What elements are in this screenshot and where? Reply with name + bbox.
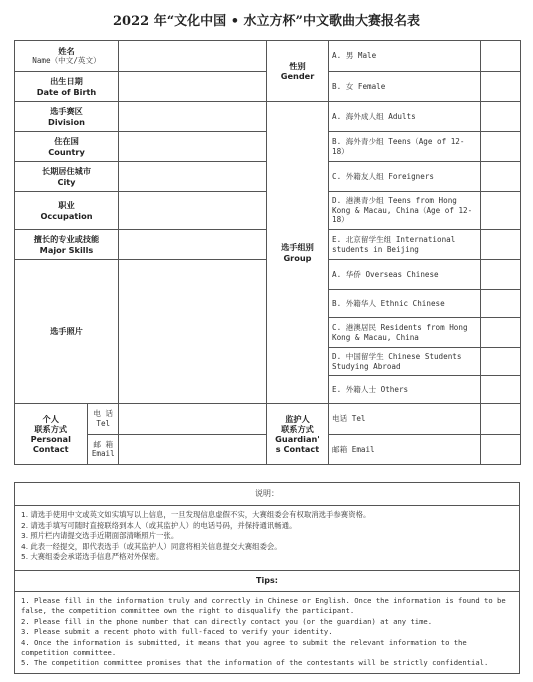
- tip-line: 3. Please submit a recent photo with full-faced to verify your identity.: [21, 627, 333, 637]
- tip-line: 1. Please fill in the information truly and correctly in Chinese or English. Once the information is found to be: [21, 596, 506, 605]
- group2-check-others[interactable]: [481, 376, 521, 404]
- note-item: 2. 请选手填写可随时直接联络到本人（或其监护人）的电话号码，并保持通讯畅通。: [21, 520, 297, 530]
- division-label: 选手赛区 Division: [15, 102, 119, 132]
- group-check-teens[interactable]: [481, 132, 521, 162]
- tip-line: competition committee.: [21, 648, 117, 658]
- dob-label: 出生日期 Date of Birth: [15, 72, 119, 102]
- group-label: 选手组别 Group: [267, 102, 329, 404]
- notes-body: [15, 506, 519, 571]
- group2-option-students-abroad[interactable]: D. 中国留学生 Chinese Students Studying Abroad: [329, 348, 481, 376]
- form-title: 2022 年“文化中国 • 水立方杯”中文歌曲大赛报名表: [112, 14, 421, 29]
- tip-line: false, the competition committee own the right to disqualify the participant.: [21, 606, 355, 616]
- gender-check-female[interactable]: [481, 72, 521, 102]
- group2-check-overseas-chinese[interactable]: [481, 260, 521, 290]
- guardian-contact-label: 监护人 联系方式 Guardian' s Contact: [267, 404, 329, 465]
- guardian-email-label: 邮箱 Email: [329, 434, 481, 465]
- dob-input-cell[interactable]: [119, 72, 267, 102]
- skills-label: 擅长的专业或技能 Major Skills: [15, 230, 119, 260]
- photo-area[interactable]: [119, 260, 267, 404]
- tips-header: Tips:: [15, 571, 519, 592]
- group2-option-overseas-chinese[interactable]: A. 华侨 Overseas Chinese: [329, 260, 481, 290]
- gender-option-male[interactable]: A. 男 Male: [329, 41, 481, 72]
- group-check-hk-macau-teens[interactable]: [481, 192, 521, 230]
- photo-label: 选手照片: [15, 260, 119, 404]
- group-check-adults[interactable]: [481, 102, 521, 132]
- notes-section: [14, 482, 520, 674]
- city-input-cell[interactable]: [119, 162, 267, 192]
- guardian-email-input[interactable]: [481, 434, 521, 465]
- tips-body: [15, 592, 519, 673]
- name-input-cell[interactable]: [119, 41, 267, 72]
- group2-check-hk-macau-residents[interactable]: [481, 318, 521, 348]
- registration-table: [14, 40, 521, 465]
- note-item: 4. 此表一经提交，即代表选手（或其监护人）同意将相关信息提交大赛组委会。: [21, 541, 282, 551]
- group2-option-ethnic-chinese[interactable]: B. 外籍华人 Ethnic Chinese: [329, 290, 481, 318]
- group2-check-ethnic-chinese[interactable]: [481, 290, 521, 318]
- tip-line: 2. Please fill in the phone number that can directly contact you (or the guardian) at any time.: [21, 616, 433, 626]
- notes-header: 说明：: [15, 483, 519, 506]
- group-check-foreigners[interactable]: [481, 162, 521, 192]
- gender-label: 性别 Gender: [267, 41, 329, 102]
- note-item: 5. 大赛组委会承诺选手信息严格对外保密。: [21, 552, 164, 561]
- group2-check-students-abroad[interactable]: [481, 348, 521, 376]
- division-input-cell[interactable]: [119, 102, 267, 132]
- email-input-cell[interactable]: [119, 434, 267, 465]
- group-check-beijing-students[interactable]: [481, 230, 521, 260]
- tel-input-cell[interactable]: [119, 404, 267, 435]
- city-label: 长期居住城市 City: [15, 162, 119, 192]
- note-item: 3. 照片栏内请提交选手近期面部清晰照片一张。: [21, 531, 179, 540]
- gender-option-female[interactable]: B. 女 Female: [329, 72, 481, 102]
- note-item: 1. 请选手使用中文或英文如实填写以上信息，一旦发现信息虚假不实，大赛组委会有权取消选手参赛资格。: [21, 510, 371, 519]
- group-option-teens[interactable]: B. 海外青少组 Teens（Age of 12-18）: [329, 132, 481, 162]
- tip-line: 4. Once the information is submitted, it means that you agree to submit the relevant information to the: [21, 637, 467, 647]
- group-option-foreigners[interactable]: C. 外籍友人组 Foreigners: [329, 162, 481, 192]
- group-option-hk-macau-teens[interactable]: D. 港澳青少组 Teens from Hong Kong & Macau, China（Age of 12-18）: [329, 192, 481, 230]
- guardian-tel-input[interactable]: [481, 404, 521, 435]
- group-option-beijing-students[interactable]: E. 北京留学生组 International students in Beijing: [329, 230, 481, 260]
- name-label: 姓名 Name（中文/英文）: [15, 41, 119, 72]
- gender-check-male[interactable]: [481, 41, 521, 72]
- group2-option-hk-macau-residents[interactable]: C. 港澳居民 Residents from Hong Kong & Macau, China: [329, 318, 481, 348]
- group-option-adults[interactable]: A. 海外成人组 Adults: [329, 102, 481, 132]
- personal-contact-label: 个人 联系方式 Personal Contact 电 话 Tel 邮 箱 Email: [15, 404, 119, 465]
- tip-line: 5. The competition committee promises that the information of the contestants will be strictly confidential.: [21, 658, 489, 668]
- skills-input-cell[interactable]: [119, 230, 267, 260]
- country-input-cell[interactable]: [119, 132, 267, 162]
- occupation-label: 职业 Occupation: [15, 192, 119, 230]
- country-label: 住在国 Country: [15, 132, 119, 162]
- guardian-tel-label: 电话 Tel: [329, 404, 481, 435]
- group2-option-others[interactable]: E. 外籍人士 Others: [329, 376, 481, 404]
- occupation-input-cell[interactable]: [119, 192, 267, 230]
